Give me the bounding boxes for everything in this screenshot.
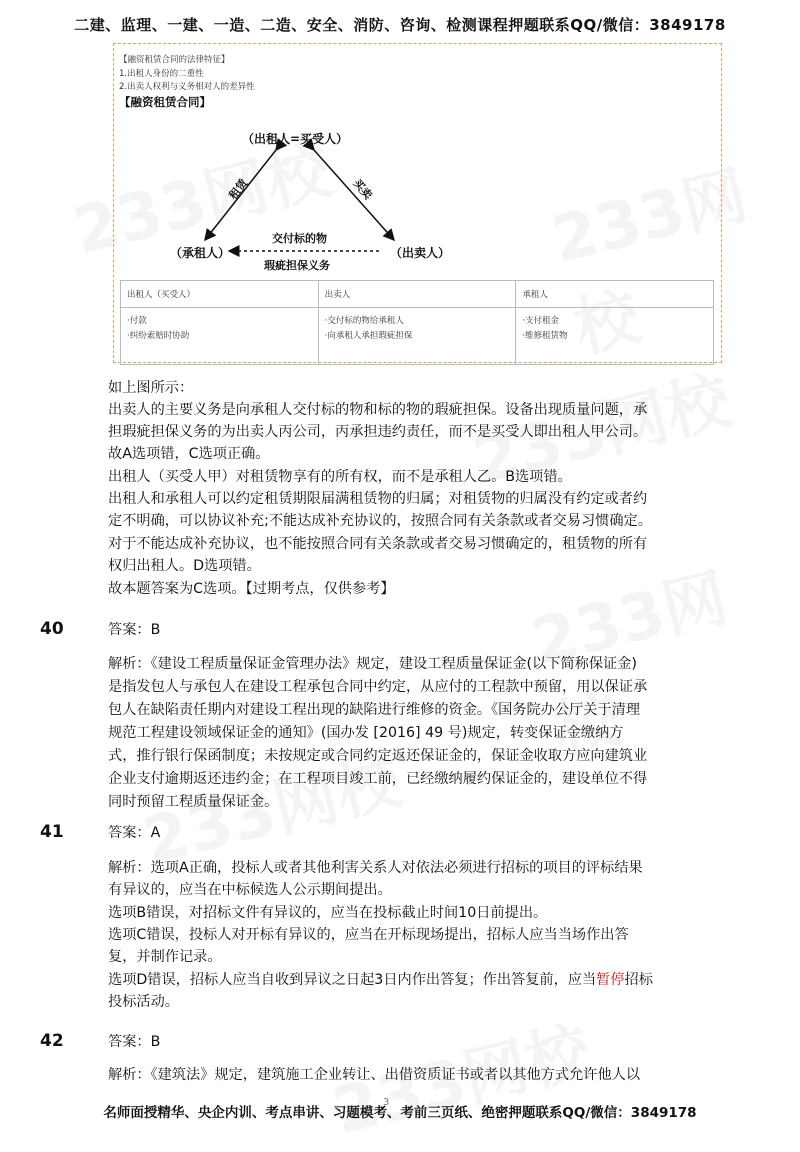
table-header-cell: 出卖人: [318, 281, 516, 308]
table-header-cell: 承租人: [516, 281, 714, 308]
text-line: 企业支付逾期返还违约金；在工程项目竣工前，已经缴纳履约保证金的，建设单位不得: [108, 771, 648, 787]
text-line: 定不明确，可以协议补充;不能达成补充协议的，按照合同有关条款或者交易习惯确定。: [108, 513, 652, 529]
question-number: 42: [40, 1031, 64, 1051]
highlight-word: 暂停: [596, 972, 625, 988]
node-lessor-buyer: （出租人=买受人）: [242, 132, 349, 146]
question-answer: 答案：B: [108, 1034, 161, 1050]
question-number: 40: [40, 619, 64, 639]
node-lessee: （承租人）: [170, 246, 231, 260]
text-line: 对于不能达成补充协议，也不能按照合同有关条款或者交易习惯确定的，租赁物的所有: [108, 536, 648, 552]
table-header-cell: 出租人（买受人）: [121, 281, 319, 308]
text-line: 解析：选项A正确，投标人或者其他利害关系人对依法必须进行招标的项目的评标结果: [108, 860, 643, 876]
figure-small-title: 【融资租赁合同的法律特征】: [119, 55, 230, 65]
figure-small-line: 2.出卖人权利与义务相对人的差异性: [119, 82, 255, 92]
page-number: 3: [383, 1097, 390, 1108]
text-line: 解析：《建设工程质量保证金管理办法》规定，建设工程质量保证金(以下简称保证金): [108, 656, 637, 672]
text-line: 故本题答案为C选项。【过期考点，仅供参考】: [108, 581, 395, 597]
node-seller: （出卖人）: [390, 246, 451, 260]
text-line: 是指发包人与承包人在建设工程承包合同中约定，从应付的工程款中预留，用以保证承: [108, 679, 648, 695]
text-line: 出租人（买受人甲）对租赁物享有的所有权，而不是承租人乙。B选项错。: [108, 469, 572, 485]
text-line: 包人在缺陷责任期内对建设工程出现的缺陷进行维修的资金。《国务院办公厅关于清理: [108, 702, 641, 718]
text-line: 选项B错误，对招标文件有异议的，应当在投标截止时间10日前提出。: [108, 905, 548, 921]
label-sale: 买卖: [350, 176, 375, 202]
sale-arrow: [314, 150, 394, 240]
text-line: 出卖人的主要义务是向承租人交付标的物和标的物的瑕疵担保。设备出现质量问题，承: [108, 402, 648, 418]
text-line: 投标活动。: [108, 994, 179, 1010]
text-line: 选项D错误，招标人应当自收到异议之日起3日内作出答复；作出答复前，应当暂停招标: [108, 972, 653, 988]
text-line: 解析：《建筑法》规定，建筑施工企业转让、出借资质证书或者以其他方式允许他人以: [108, 1067, 641, 1083]
table-cell: ·支付租金 ·维修租赁物: [516, 308, 714, 365]
text-line: 复，并制作记录。: [108, 949, 222, 965]
label-warranty: 瑕疵担保义务: [264, 259, 330, 272]
table-cell: ·付款 ·纠纷索赔时协助: [121, 308, 319, 365]
figure-small-line: 1.出租人身份的二重性: [119, 69, 204, 79]
text-line: 同时预留工程质量保证金。: [108, 794, 279, 810]
question-answer: 答案：A: [108, 825, 161, 841]
question-number: 41: [40, 822, 64, 842]
text-line: 担瑕疵担保义务的为出卖人丙公司，丙承担违约责任，而不是买受人即出租人甲公司。: [108, 424, 648, 440]
text-line: 式，推行银行保函制度；未按规定或合同约定返还保证金的，保证金收取方应向建筑业: [108, 748, 648, 764]
text-line: 如上图所示：: [108, 380, 194, 396]
text-line: 有异议的，应当在中标候选人公示期间提出。: [108, 882, 392, 898]
question-answer: 答案：B: [108, 622, 161, 638]
table-cell: ·交付标的物给承租人 ·向承租人承担瑕疵担保: [318, 308, 516, 365]
text-line: 规范工程建设领域保证金的通知》(国办发 [2016] 49 号)规定，转变保证金缴纳方: [108, 725, 624, 741]
text-line: 选项C错误，投标人对开标有异议的，应当在开标现场提出，招标人应当当场作出答: [108, 927, 629, 943]
label-lease: 租赁: [226, 176, 251, 202]
page-header: 二建、监理、一建、一造、二造、安全、消防、咨询、检测课程押题联系QQ/微信：3849178: [74, 16, 726, 34]
figure-main-title: 【融资租赁合同】: [119, 95, 211, 109]
obligations-table: [120, 280, 714, 365]
text-line: 权归出租人。D选项错。: [108, 558, 261, 574]
text-line: 出租人和承租人可以约定租赁期限届满租赁物的归属；对租赁物的归属没有约定或者约: [108, 491, 648, 507]
label-deliver-goods: 交付标的物: [272, 232, 327, 245]
page-footer: 名师面授精华、央企内训、考点串讲、习题模考、考前三页纸、绝密押题联系QQ/微信：3849178: [103, 1105, 697, 1121]
text-line: 故A选项错，C选项正确。: [108, 446, 270, 462]
figure-box: [113, 43, 722, 363]
